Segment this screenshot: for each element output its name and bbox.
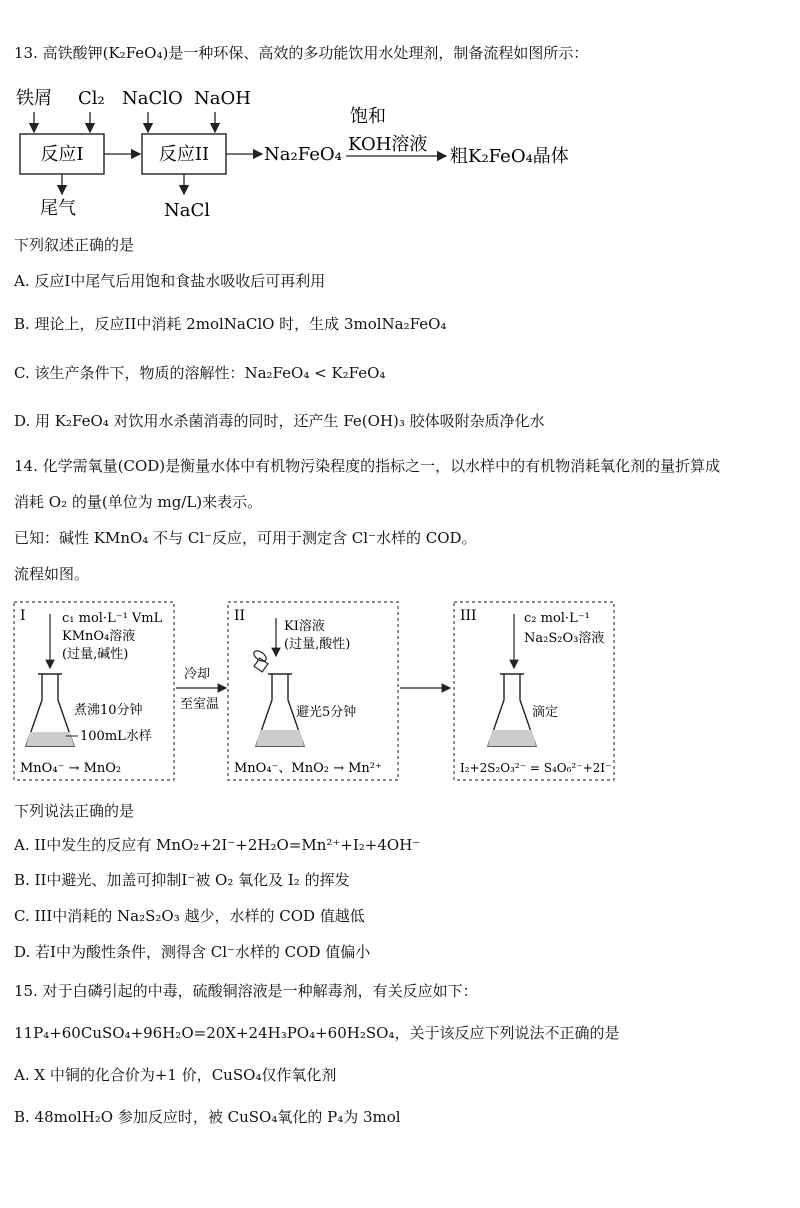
flow-input-iron: 铁屑 [16,88,52,109]
q13-stem: 13. 高铁酸钾(K₂FeO₄)是一种环保、高效的多功能饮用水处理剂，制备流程如图所示： [14,44,589,62]
flow-input-naoh: NaOH [194,88,251,109]
q13-option-a: A. 反应I中尾气后用饱和食盐水吸收后可再利用 [14,272,326,290]
q14-option-a: A. II中发生的反应有 MnO₂+2I⁻+2H₂O=Mn²⁺+I₂+4OH⁻ [14,836,421,854]
panel-2-reagent-2: (过量,酸性) [284,637,351,652]
q14-option-d: D. 若I中为酸性条件，测得含 Cl⁻水样的 COD 值偏小 [14,943,371,961]
q14-stem-2: 消耗 O₂ 的量(单位为 mg/L)来表示。 [14,493,263,511]
flow-final-product: 粗K₂FeO₄晶体 [450,146,569,167]
q15-equation: 11P₄+60CuSO₄+96H₂O=20X+24H₃PO₄+60H₂SO₄，关于该反应下列说法不正确的是 [14,1024,620,1042]
panel-1-reagent-2: KMnO₄溶液 [62,629,136,644]
q14-known: 已知：碱性 KMnO₄ 不与 Cl⁻反应，可用于测定含 Cl⁻水样的 COD。 [14,529,477,547]
stopper-icon [252,649,268,672]
panel-3-roman: III [460,608,477,624]
q14-flowchart [0,596,800,786]
q14-stem-1: 14. 化学需氧量(COD)是衡量水体中有机物污染程度的指标之一，以水样中的有机物消耗氧化剂的量折算成 [14,457,721,475]
q15-option-a: A. X 中铜的化合价为+1 价，CuSO₄仅作氧化剂 [14,1066,337,1084]
panel-1-equation: MnO₄⁻ → MnO₂ [20,761,122,776]
q13-flowchart [0,82,800,222]
panel-3-frame [454,602,614,780]
q13-prompt: 下列叙述正确的是 [14,236,135,254]
reaction-1-label: 反应I [40,144,84,165]
panel-1-reagent-3: (过量,碱性) [62,647,129,662]
q13-option-c: C. 该生产条件下，物质的溶解性：Na₂FeO₄ < K₂FeO₄ [14,364,386,382]
flow-input-cl2: Cl₂ [78,88,105,109]
room-temp-label: 至室温 [180,697,220,712]
flow-product: Na₂FeO₄ [264,144,342,165]
panel-2-step: 避光5分钟 [296,705,357,720]
q14-option-b: B. II中避光、加盖可抑制I⁻被 O₂ 氧化及 I₂ 的挥发 [14,871,350,889]
flow-out-nacl: NaCl [164,200,211,221]
panel-3-reagent-1: c₂ mol·L⁻¹ [524,611,590,626]
q13-option-d: D. 用 K₂FeO₄ 对饮用水杀菌消毒的同时，还产生 Fe(OH)₃ 胶体吸附杂质净化水 [14,412,545,430]
reaction-2-label: 反应II [158,144,210,165]
panel-3-equation: I₂+2S₂O₃²⁻ = S₄O₆²⁻+2I⁻ [460,761,612,775]
panel-3-reagent-2: Na₂S₂O₃溶液 [524,631,605,646]
panel-2-roman: II [234,608,246,624]
cool-label: 冷却 [184,667,211,682]
panel-2-equation: MnO₄⁻、MnO₂ → Mn²⁺ [234,761,382,776]
q15-option-b: B. 48molH₂O 参加反应时，被 CuSO₄氧化的 P₄为 3mol [14,1108,401,1126]
flow-condition-top: 饱和 [350,106,386,127]
panel-1-step: 煮沸10分钟 [74,703,143,718]
flask-1-icon [26,674,74,746]
panel-3-step: 滴定 [532,705,559,720]
flask-3-icon [488,674,536,746]
flow-condition-bottom: KOH溶液 [348,134,428,155]
flow-out-tailgas: 尾气 [40,198,76,219]
q13-option-b: B. 理论上，反应II中消耗 2molNaClO 时，生成 3molNa₂FeO₄ [14,315,447,333]
panel-1-sample: 100mL水样 [80,729,152,744]
q14-prompt: 下列说法正确的是 [14,802,135,820]
q14-option-c: C. III中消耗的 Na₂S₂O₃ 越少，水样的 COD 值越低 [14,907,365,925]
q14-flow-intro: 流程如图。 [14,565,90,583]
panel-1-reagent-1: c₁ mol·L⁻¹ VmL [62,611,163,626]
panel-1-roman: I [20,608,26,624]
panel-2-reagent-1: KI溶液 [284,619,325,634]
q15-stem: 15. 对于白磷引起的中毒，硫酸铜溶液是一种解毒剂，有关反应如下： [14,982,478,1000]
flow-input-naclo: NaClO [122,88,183,109]
